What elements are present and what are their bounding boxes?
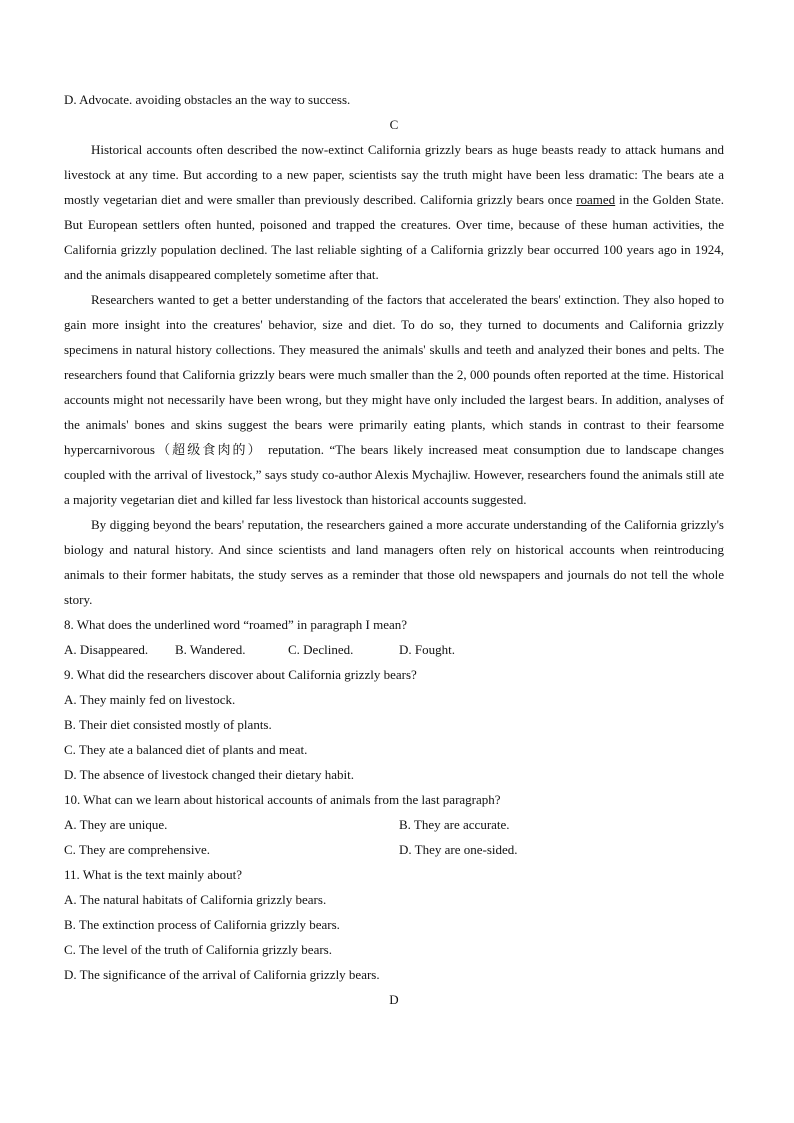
option-d: D. The absence of livestock changed their dietary habit. <box>64 767 354 782</box>
option-b: B. They are accurate. <box>399 817 510 832</box>
question-8 <box>64 612 724 662</box>
option-c: C. They ate a balanced diet of plants and meat. <box>64 742 308 757</box>
question-9 <box>64 662 724 787</box>
exam-page <box>64 87 724 1012</box>
passage-paragraph-3: By digging beyond the bears' reputation, the researchers gained a more accurate understanding of the California grizzly's biology and natural history. And since scientists and land managers often rely on historical accounts when reintroducing animals to their former habitats, the study serves as a reminder that those old newspapers and journals do not tell the whole story. <box>64 517 724 607</box>
option-c: C. The level of the truth of California grizzly bears. <box>64 942 332 957</box>
question-10 <box>64 787 724 862</box>
option-a: A. The natural habitats of California grizzly bears. <box>64 892 327 907</box>
option-d: D. The significance of the arrival of California grizzly bears. <box>64 967 380 982</box>
section-heading-d: D <box>389 992 399 1007</box>
passage-paragraph-2: Researchers wanted to get a better understanding of the factors that accelerated the bears' extinction. They also hoped to gain more insight into the creatures' behavior, size and diet. To do so, they turned to documents and California grizzly specimens in natural history collections. They measured the animals' skulls and teeth and analyzed their bones and pelts. The researchers found that California grizzly bears were much smaller than the 2, 000 pounds often reported at the time. Historical accounts might not necessarily have been wrong, but they might have only included the largest bears. In addition, analyses of the animals' bones and skins suggest the bears were primarily eating plants, which stands in contrast to their fearsome hypercarnivorous（超级食肉的） reputation. “The bears likely increased meat consumption due to landscape changes coupled with the arrival of livestock,” says study co-author Alexis Mychajliw. However, researchers found the animals still ate a majority vegetarian diet and killed far less livestock than historical accounts suggested. <box>64 292 724 507</box>
previous-question-option-d: D. Advocate. avoiding obstacles an the way to success. <box>64 92 351 107</box>
question-options-row <box>64 637 724 662</box>
option-c: C. Declined. <box>288 642 354 657</box>
option-b: B. Wandered. <box>175 642 246 657</box>
reading-passage-c <box>64 137 724 612</box>
question-options-row <box>64 812 724 837</box>
option-d: D. Fought. <box>399 642 455 657</box>
option-a: A. They mainly fed on livestock. <box>64 692 236 707</box>
option-c: C. They are comprehensive. <box>64 842 210 857</box>
question-options-row <box>64 837 724 862</box>
question-stem: 11. What is the text mainly about? <box>64 867 242 882</box>
question-11 <box>64 862 724 987</box>
question-stem: 8. What does the underlined word “roamed” in paragraph I mean? <box>64 617 408 632</box>
option-a: A. Disappeared. <box>64 642 149 657</box>
option-a: A. They are unique. <box>64 817 168 832</box>
option-b: B. The extinction process of California grizzly bears. <box>64 917 340 932</box>
question-stem: 10. What can we learn about historical accounts of animals from the last paragraph? <box>64 792 501 807</box>
question-stem: 9. What did the researchers discover about California grizzly bears? <box>64 667 417 682</box>
section-heading-c: C <box>389 117 399 132</box>
paragraph-1-text-start: Historical accounts often described the now-extinct California grizzly bears as huge beasts ready to attack humans and livestock at any time. But according to a new paper, scientists say the truth might have been less dramatic: The bears ate a mostly vegetarian diet and were smaller than previously described. California grizzly bears once <box>64 142 724 207</box>
paragraph-1-text-end: in the Golden State. But European settlers often hunted, poisoned and trapped the creatures. Over time, because of these human activities, the California grizzly population declined. The last reliable sighting of a California grizzly bear occurred 100 years ago in 1924, and the animals disappeared completely sometime after that. <box>64 192 724 282</box>
passage-paragraph-1 <box>64 137 724 287</box>
option-b: B. Their diet consisted mostly of plants. <box>64 717 272 732</box>
underlined-word: roamed <box>576 192 616 207</box>
option-d: D. They are one-sided. <box>399 842 518 857</box>
